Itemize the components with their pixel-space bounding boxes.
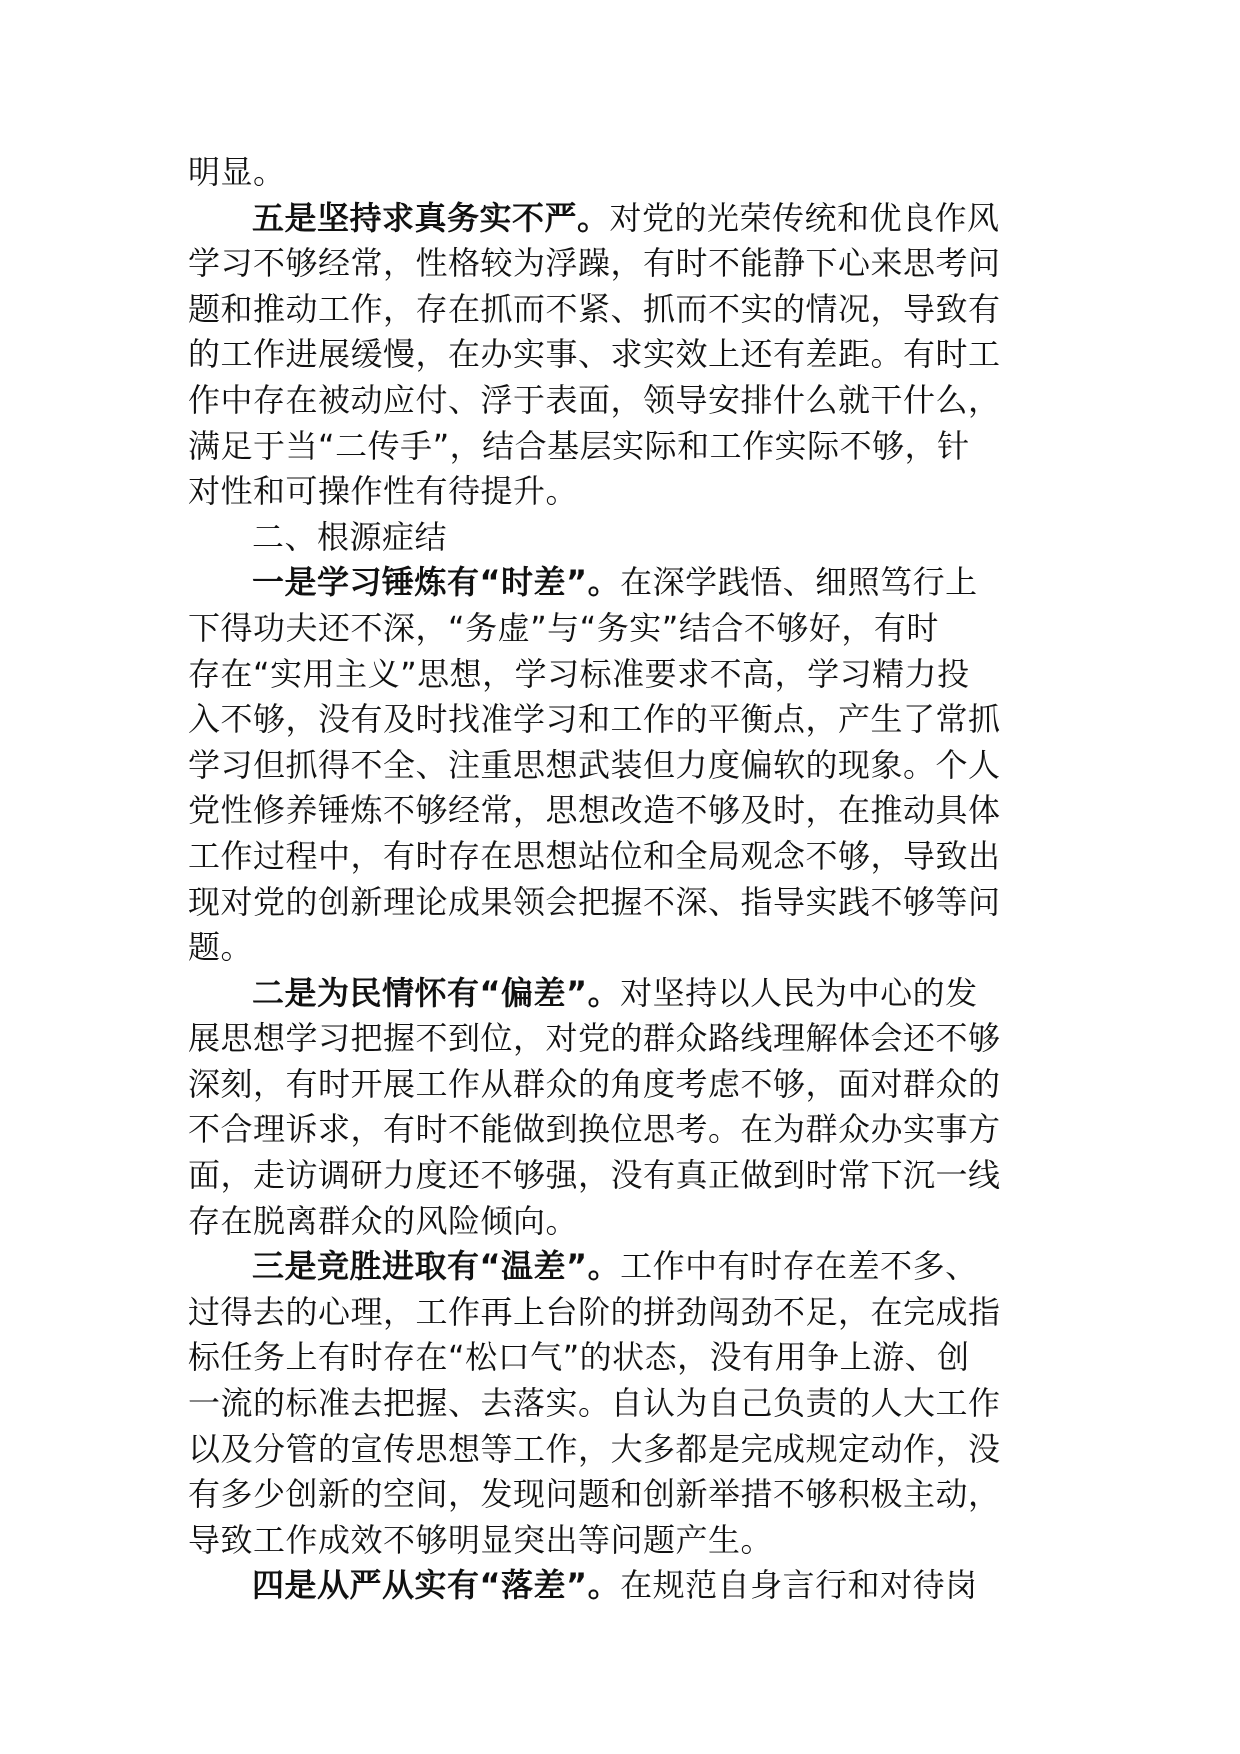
paragraph-heading: 五是坚持求真务实不严。 <box>252 198 610 237</box>
line-text: 面，走访调研力度还不够强，没有真正做到时常下沉一线 <box>188 1156 1001 1195</box>
line-text: 在深学践悟、细照笃行上 <box>620 563 978 602</box>
paragraph-heading: 三是竞胜进取有“温差”。 <box>252 1247 621 1286</box>
text-line <box>188 743 1052 789</box>
line-text: 一流的标准去把握、去落实。自认为自己负责的人大工作 <box>188 1384 1001 1423</box>
text-line <box>188 287 1052 333</box>
line-text: 工作过程中，有时存在思想站位和全局观念不够，导致出 <box>188 836 1001 875</box>
document-body <box>188 150 1052 1609</box>
paragraph-heading: 四是从严从实有“落差”。 <box>252 1566 621 1605</box>
line-text: 入不够，没有及时找准学习和工作的平衡点，产生了常抓 <box>188 700 1001 739</box>
text-line <box>188 1290 1052 1336</box>
line-text: 展思想学习把握不到位，对党的群众路线理解体会还不够 <box>188 1019 1001 1058</box>
line-text: 在规范自身言行和对待岗 <box>620 1566 978 1605</box>
line-text: 的工作进展缓慢，在办实事、求实效上还有差距。有时工 <box>188 335 1001 374</box>
text-line <box>188 697 1052 743</box>
line-text: 党性修养锤炼不够经常，思想改造不够及时，在推动具体 <box>188 791 1001 830</box>
line-text: 导致工作成效不够明显突出等问题产生。 <box>188 1520 774 1559</box>
line-text: 工作中有时存在差不多、 <box>620 1247 978 1286</box>
text-line <box>188 652 1052 698</box>
text-line <box>188 150 1052 196</box>
line-text: 过得去的心理，工作再上台阶的拼劲闯劲不足，在完成指 <box>188 1292 1001 1331</box>
text-line <box>188 606 1052 652</box>
text-line <box>188 1472 1052 1518</box>
text-line <box>188 1335 1052 1381</box>
paragraph-heading: 一是学习锤炼有“时差”。 <box>252 563 621 602</box>
paragraph-heading: 二是为民情怀有“偏差”。 <box>252 973 621 1012</box>
line-text: 存在脱离群众的风险倾向。 <box>188 1201 579 1240</box>
line-text: 标任务上有时存在“松口气”的状态，没有用争上游、创 <box>188 1338 970 1377</box>
line-text: 对性和可操作性有待提升。 <box>188 472 579 511</box>
line-text: 学习不够经常，性格较为浮躁，有时不能静下心来思考问 <box>188 244 1001 283</box>
text-line <box>188 925 1052 971</box>
line-text: 题。 <box>188 928 254 967</box>
line-text: 下得功夫还不深，“务虚”与“务实”结合不够好，有时 <box>188 608 939 647</box>
text-line <box>188 332 1052 378</box>
paragraph-start <box>188 560 1052 606</box>
paragraph-start <box>188 971 1052 1017</box>
line-text: 作中存在被动应付、浮于表面，领导安排什么就干什么， <box>188 380 1001 419</box>
paragraph-start <box>188 1244 1052 1290</box>
section-heading-text: 二、根源症结 <box>252 517 448 556</box>
paragraph-start <box>188 196 1052 242</box>
text-line <box>188 1518 1052 1564</box>
text-line <box>188 378 1052 424</box>
line-text: 现对党的创新理论成果领会把握不深、指导实践不够等问 <box>188 882 1001 921</box>
line-text: 不合理诉求，有时不能做到换位思考。在为群众办实事方 <box>188 1110 1001 1149</box>
line-text: 对党的光荣传统和优良作风 <box>609 198 1000 237</box>
text-line <box>188 241 1052 287</box>
line-text: 学习但抓得不全、注重思想武装但力度偏软的现象。个人 <box>188 745 1001 784</box>
text-line <box>188 469 1052 515</box>
line-text: 明显。 <box>188 153 286 191</box>
line-text: 对坚持以人民为中心的发 <box>620 973 978 1012</box>
text-line <box>188 1381 1052 1427</box>
text-line <box>188 834 1052 880</box>
line-text: 满足于当“二传手”，结合基层实际和工作实际不够，针 <box>188 426 970 465</box>
text-line <box>188 1016 1052 1062</box>
text-line <box>188 1107 1052 1153</box>
text-line <box>188 1153 1052 1199</box>
text-line <box>188 788 1052 834</box>
text-line <box>188 424 1052 470</box>
line-text: 深刻，有时开展工作从群众的角度考虑不够，面对群众的 <box>188 1064 1001 1103</box>
line-text: 存在“实用主义”思想，学习标准要求不高，学习精力投 <box>188 654 970 693</box>
text-line <box>188 1062 1052 1108</box>
text-line <box>188 1427 1052 1473</box>
text-line <box>188 1199 1052 1245</box>
line-text: 以及分管的宣传思想等工作，大多都是完成规定动作，没 <box>188 1429 1001 1468</box>
text-line <box>188 880 1052 926</box>
section-heading <box>188 515 1052 561</box>
line-text: 题和推动工作，存在抓而不紧、抓而不实的情况，导致有 <box>188 289 1001 328</box>
paragraph-start <box>188 1563 1052 1609</box>
line-text: 有多少创新的空间，发现问题和创新举措不够积极主动， <box>188 1475 1001 1514</box>
